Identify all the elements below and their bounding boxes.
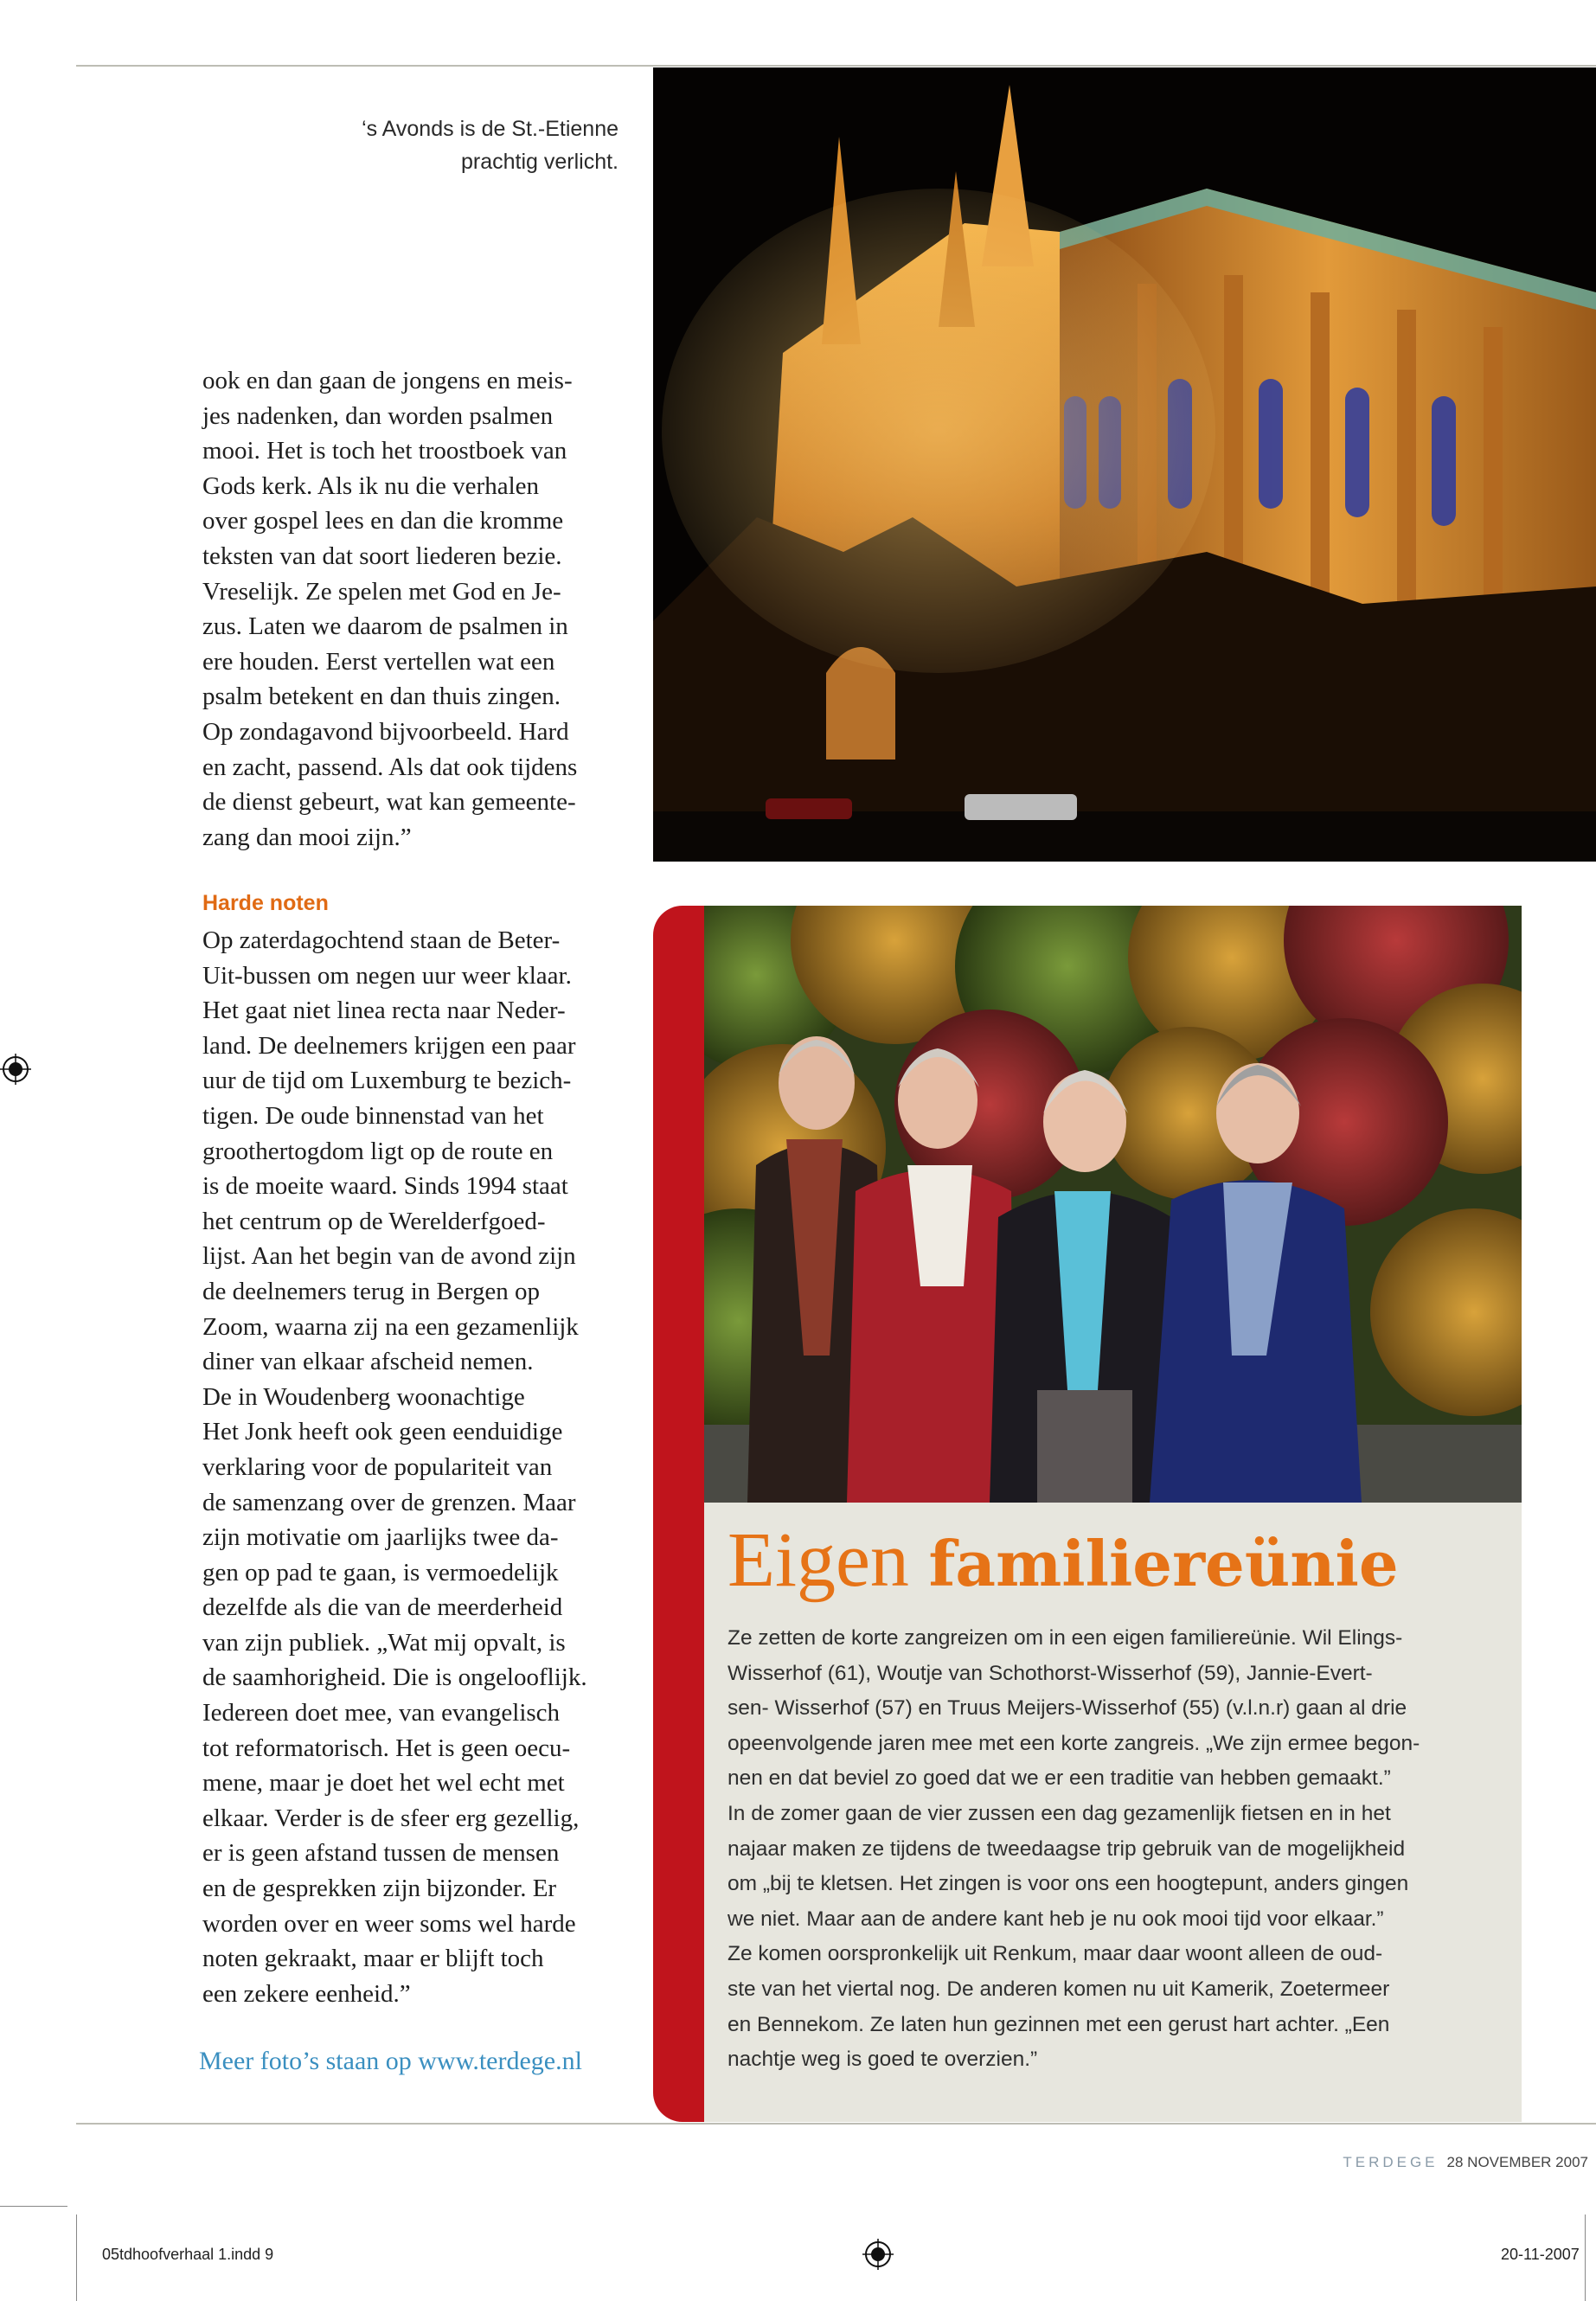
text-line: worden over en weer soms wel harde bbox=[202, 1909, 576, 1938]
text-line: ook en dan gaan de jongens en meis- bbox=[202, 367, 573, 394]
text-line: zus. Laten we daarom de psalmen in bbox=[202, 612, 568, 641]
text-line: en de gesprekken zijn bijzonder. Er bbox=[202, 1875, 557, 1903]
text-line: tigen. De oude binnenstad van het bbox=[202, 1101, 544, 1130]
text-line: mooi. Het is toch het troostboek van bbox=[202, 437, 567, 465]
text-line: Het Jonk heeft ook geen eenduidige bbox=[202, 1418, 563, 1446]
top-rule bbox=[76, 65, 1596, 67]
text-line: najaar maken ze tijdens de tweedaagse trip gebruik van de mogelijkheid bbox=[727, 1836, 1406, 1861]
sidebar-box bbox=[704, 906, 1522, 2122]
text-line: groothertogdom ligt op de route en bbox=[202, 1137, 554, 1165]
sidebar-title bbox=[727, 1517, 1399, 1603]
text-line: verklaring voor de populariteit van bbox=[202, 1452, 553, 1481]
article-intro bbox=[202, 363, 619, 855]
text-line: De in Woudenberg woonachtige bbox=[202, 1382, 525, 1411]
subhead: Harde noten bbox=[202, 891, 329, 915]
cathedral-illustration bbox=[653, 67, 1596, 862]
slug-date: 20-11-2007 bbox=[1501, 2246, 1580, 2263]
crop-mark bbox=[0, 2206, 67, 2207]
text-line: Wisserhof (61), Woutje van Schothorst-Wisserhof (59), Jannie-Evert- bbox=[727, 1661, 1373, 1685]
text-line: uur de tijd om Luxemburg te bezich- bbox=[202, 1067, 572, 1095]
crop-mark bbox=[1585, 2214, 1586, 2301]
family-photo bbox=[704, 906, 1522, 1503]
text-line: Vreselijk. Ze spelen met God en Je- bbox=[202, 577, 561, 606]
slug-file: 05tdhoofverhaal 1.indd 9 bbox=[102, 2246, 274, 2263]
text-line: Op zondagavond bijvoorbeeld. Hard bbox=[202, 717, 569, 746]
registration-mark-icon bbox=[862, 2239, 894, 2270]
text-line: mene, maar je doet het wel echt met bbox=[202, 1769, 565, 1798]
photo-caption-line: ‘s Avonds is de St.-Etienne bbox=[362, 117, 619, 141]
text-line: om „bij te kletsen. Het zingen is voor ons een hoogtepunt, anders gingen bbox=[727, 1872, 1409, 1896]
text-line: Op zaterdagochtend staan de Beter- bbox=[202, 926, 561, 954]
page-footer bbox=[1211, 2154, 1588, 2171]
text-line: Uit-bussen om negen uur weer klaar. bbox=[202, 961, 572, 990]
text-line: elkaar. Verder is de sfeer erg gezellig, bbox=[202, 1804, 580, 1832]
text-line: een zekere eenheid.” bbox=[202, 1979, 411, 2008]
text-line: de dienst gebeurt, wat kan gemeente- bbox=[202, 788, 576, 817]
text-line: de deelnemers terug in Bergen op bbox=[202, 1277, 541, 1305]
text-line: Ze zetten de korte zangreizen om in een eigen familiereünie. Wil Elings- bbox=[727, 1626, 1403, 1650]
text-line: de saamhorigheid. Die is ongelooflijk. bbox=[202, 1663, 587, 1692]
bottom-rule bbox=[76, 2123, 1596, 2125]
text-line: er is geen afstand tussen de mensen bbox=[202, 1839, 560, 1868]
text-line: zang dan mooi zijn.” bbox=[202, 823, 412, 851]
sidebar-title-light: Eigen bbox=[727, 1517, 929, 1603]
text-line: dezelfde als die van de meerderheid bbox=[202, 1593, 563, 1622]
sidebar-text bbox=[727, 1621, 1506, 2078]
footer-date: 28 NOVEMBER 2007 bbox=[1446, 2154, 1588, 2170]
family-illustration bbox=[704, 906, 1522, 1503]
text-line: de samenzang over de grenzen. Maar bbox=[202, 1488, 576, 1516]
text-line: het centrum op de Werelderfgoed- bbox=[202, 1207, 546, 1235]
footer-brand: TERDEGE bbox=[1343, 2154, 1439, 2170]
text-line: over gospel lees en dan die kromme bbox=[202, 507, 564, 535]
text-line: ere houden. Eerst vertellen wat een bbox=[202, 647, 555, 676]
cathedral-photo bbox=[653, 67, 1596, 862]
text-line: en zacht, passend. Als dat ook tijdens bbox=[202, 753, 578, 781]
text-line: nen en dat beviel zo goed dat we er een traditie van hebben gemaakt.” bbox=[727, 1766, 1391, 1791]
text-line: gen op pad te gaan, is vermoedelijk bbox=[202, 1558, 559, 1586]
text-line: Het gaat niet linea recta naar Neder- bbox=[202, 997, 566, 1025]
text-line: sen- Wisserhof (57) en Truus Meijers-Wisserhof (55) (v.l.n.r) gaan al drie bbox=[727, 1696, 1407, 1721]
text-line: tot reformatorisch. Het is geen oecu- bbox=[202, 1734, 571, 1762]
text-line: Zoom, waarna zij na een gezamenlijk bbox=[202, 1312, 579, 1341]
text-line: land. De deelnemers krijgen een paar bbox=[202, 1031, 576, 1060]
text-line: opeenvolgende jaren mee met een korte zangreis. „We zijn ermee begon- bbox=[727, 1731, 1420, 1755]
text-line: en Bennekom. Ze laten hun gezinnen met een gerust hart achter. „Een bbox=[727, 2012, 1390, 2036]
text-line: van zijn publiek. „Wat mij opvalt, is bbox=[202, 1628, 566, 1657]
text-line: zijn motivatie om jaarlijks twee da- bbox=[202, 1523, 559, 1552]
registration-mark-icon bbox=[0, 1054, 31, 1085]
text-line: Ze komen oorspronkelijk uit Renkum, maar daar woont alleen de oud- bbox=[727, 1942, 1383, 1966]
text-line: we niet. Maar aan de andere kant heb je nu ook mooi tijd voor elkaar.” bbox=[727, 1907, 1384, 1931]
text-line: teksten van dat soort liederen bezie. bbox=[202, 542, 562, 570]
crop-mark bbox=[76, 2214, 77, 2301]
text-line: lijst. Aan het begin van de avond zijn bbox=[202, 1242, 576, 1271]
more-photos-link[interactable]: Meer foto’s staan op www.terdege.nl bbox=[199, 2047, 582, 2075]
text-line: In de zomer gaan de vier zussen een dag gezamenlijk fietsen en in het bbox=[727, 1801, 1391, 1825]
text-line: Iedereen doet mee, van evangelisch bbox=[202, 1699, 561, 1727]
text-line: noten gekraakt, maar er blijft toch bbox=[202, 1945, 544, 1973]
text-line: is de moeite waard. Sinds 1994 staat bbox=[202, 1172, 568, 1201]
sidebar-title-bold: familiereünie bbox=[928, 1527, 1399, 1600]
photo-caption bbox=[285, 112, 619, 178]
text-line: diner van elkaar afscheid nemen. bbox=[202, 1348, 534, 1376]
article-body bbox=[202, 923, 619, 2011]
text-line: Gods kerk. Als ik nu die verhalen bbox=[202, 471, 540, 500]
text-line: nachtje weg is goed te overzien.” bbox=[727, 2048, 1038, 2072]
text-line: psalm betekent en dan thuis zingen. bbox=[202, 683, 561, 711]
text-line: jes nadenken, dan worden psalmen bbox=[202, 401, 554, 430]
photo-caption-line: prachtig verlicht. bbox=[460, 150, 619, 174]
text-line: ste van het viertal nog. De anderen komen nu uit Kamerik, Zoetermeer bbox=[727, 1977, 1390, 2001]
